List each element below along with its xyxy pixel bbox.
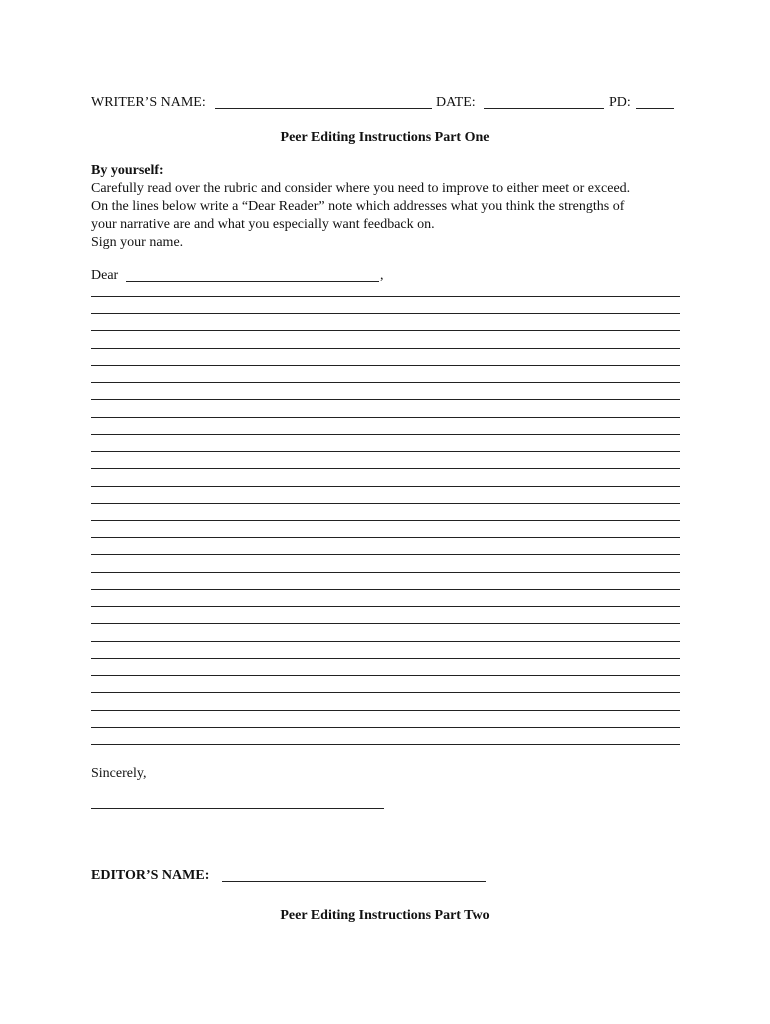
- writing-line[interactable]: [91, 641, 680, 642]
- writing-line[interactable]: [91, 589, 680, 590]
- writer-name-field[interactable]: [215, 108, 432, 109]
- writing-line[interactable]: [91, 606, 680, 607]
- writing-line[interactable]: [91, 451, 680, 452]
- period-label: PD:: [609, 95, 631, 110]
- date-label: DATE:: [436, 95, 476, 110]
- period-field[interactable]: [636, 108, 674, 109]
- instruction-line: your narrative are and what you especially want feedback on.: [91, 217, 435, 232]
- writing-line[interactable]: [91, 675, 680, 676]
- writing-line[interactable]: [91, 520, 680, 521]
- writing-line[interactable]: [91, 486, 680, 487]
- reader-name-field[interactable]: [126, 281, 379, 282]
- date-field[interactable]: [484, 108, 604, 109]
- writing-line[interactable]: [91, 313, 680, 314]
- closing-text: Sincerely,: [91, 766, 147, 781]
- writing-line[interactable]: [91, 710, 680, 711]
- signature-line[interactable]: [91, 808, 384, 809]
- part-two-title: Peer Editing Instructions Part Two: [280, 908, 490, 923]
- writing-line[interactable]: [91, 692, 680, 693]
- writing-line[interactable]: [91, 399, 680, 400]
- instruction-line: Sign your name.: [91, 235, 184, 250]
- writing-line[interactable]: [91, 554, 680, 555]
- instructions-block: [91, 180, 630, 252]
- writer-name-label: WRITER’S NAME:: [91, 95, 206, 110]
- writing-line[interactable]: [91, 623, 680, 624]
- salutation-label: Dear: [91, 268, 119, 283]
- writing-line[interactable]: [91, 658, 680, 659]
- writing-line[interactable]: [91, 744, 680, 745]
- writing-line[interactable]: [91, 417, 680, 418]
- salutation-comma: ,: [380, 268, 384, 283]
- part-one-title: Peer Editing Instructions Part One: [280, 130, 490, 145]
- editor-name-field[interactable]: [222, 881, 486, 882]
- instruction-line: On the lines below write a “Dear Reader” note which addresses what you think the strengths of: [91, 199, 625, 214]
- editor-name-label: EDITOR’S NAME:: [91, 868, 210, 883]
- writing-line[interactable]: [91, 434, 680, 435]
- instruction-line: Carefully read over the rubric and consider where you need to improve to either meet or exceed.: [91, 181, 631, 196]
- writing-line[interactable]: [91, 468, 680, 469]
- writing-line[interactable]: [91, 296, 680, 297]
- writing-line[interactable]: [91, 330, 680, 331]
- writing-line[interactable]: [91, 503, 680, 504]
- writing-line[interactable]: [91, 365, 680, 366]
- writing-line[interactable]: [91, 572, 680, 573]
- writing-line[interactable]: [91, 348, 680, 349]
- writing-line[interactable]: [91, 382, 680, 383]
- writing-line[interactable]: [91, 537, 680, 538]
- section-label: By yourself:: [91, 163, 164, 178]
- writing-line[interactable]: [91, 727, 680, 728]
